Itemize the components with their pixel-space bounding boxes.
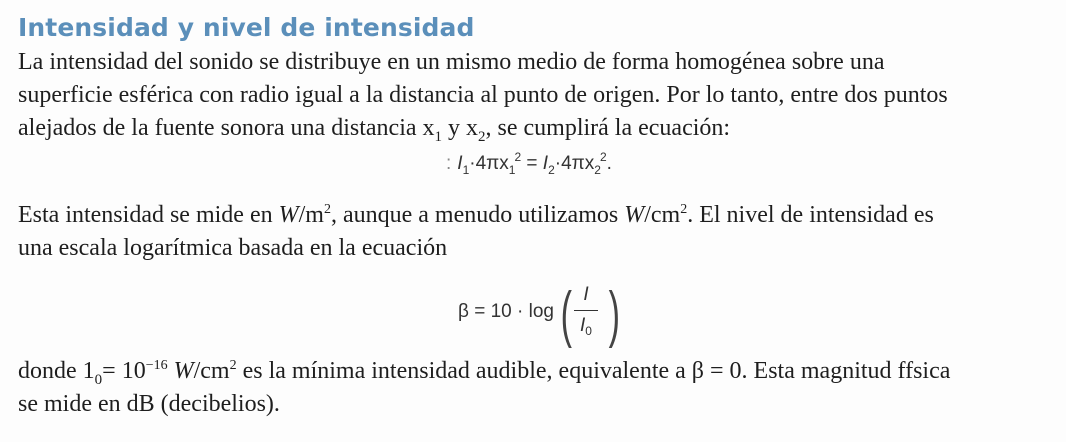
- den-subscript: 0: [585, 324, 592, 338]
- equation-lead: :: [446, 153, 452, 174]
- text-run: = 10: [102, 358, 146, 384]
- eq-term: ·4πx: [469, 153, 509, 174]
- eq-superscript: 2: [599, 150, 607, 164]
- eq-term: ·4πx: [554, 153, 595, 174]
- text-run: donde 1: [18, 358, 95, 384]
- subscript: 1: [434, 129, 443, 145]
- text-run: , aunque a menudo utilizamos: [330, 202, 625, 228]
- equation-intensity-level: [18, 281, 1042, 351]
- fraction-bar: [574, 310, 598, 311]
- eq-subscript: 1: [462, 163, 470, 177]
- superscript: 2: [229, 358, 237, 373]
- unit-symbol: W: [167, 358, 194, 384]
- eq-superscript: 2: [514, 150, 522, 164]
- paragraph-line: [18, 112, 1042, 145]
- unit-symbol: W: [624, 202, 645, 228]
- superscript: −16: [145, 358, 168, 373]
- eq-period: .: [606, 153, 612, 174]
- eq-symbol: I: [457, 153, 463, 174]
- paragraph-units: [18, 199, 1042, 265]
- paragraph-intro: [18, 46, 1042, 145]
- paragraph-line: [18, 355, 1042, 388]
- paragraph-line: una escala logarítmica basada en la ecuación: [18, 235, 448, 261]
- unit-text: /m: [298, 202, 324, 228]
- eq-equals: =: [521, 153, 543, 174]
- eq-symbol: I: [542, 153, 549, 174]
- left-parenthesis: (: [560, 280, 573, 349]
- text-run: . El nivel de intensidad es: [687, 202, 934, 228]
- paragraph-line: se mide en dB (decibelios).: [18, 391, 280, 417]
- superscript: 2: [680, 202, 688, 217]
- eq-lhs: β = 10 · log: [458, 301, 554, 322]
- fraction-denominator: [574, 314, 598, 343]
- subscript: 2: [478, 129, 486, 145]
- superscript: 2: [323, 202, 331, 217]
- paragraph-threshold: [18, 355, 1042, 421]
- text-run: alejados de la fuente sonora una distancia x: [18, 115, 435, 141]
- eq-subscript: 2: [548, 163, 555, 177]
- paragraph-line: [18, 199, 1042, 232]
- section-title: Intensidad y nivel de intensidad: [18, 13, 475, 42]
- equation-sphere-intensity: [18, 149, 1042, 179]
- fraction-numerator: I: [583, 284, 589, 305]
- paragraph-line: superficie esférica con radio igual a la distancia al punto de origen. Por lo tanto, entre dos puntos: [18, 82, 948, 108]
- eq-subscript: 1: [508, 163, 516, 177]
- unit-symbol: W: [278, 202, 299, 228]
- paragraph-line: La intensidad del sonido se distribuye en un mismo medio de forma homogénea sobre una: [18, 49, 885, 75]
- den-symbol: I: [580, 315, 586, 336]
- fraction: [574, 283, 598, 343]
- eq-subscript: 2: [594, 163, 601, 177]
- unit-text: /cm: [193, 358, 230, 384]
- subscript: 0: [94, 372, 103, 388]
- text-run: y x: [442, 115, 479, 141]
- text-run: , se cumplirá la ecuación:: [485, 115, 731, 141]
- unit-text: /cm: [644, 202, 681, 228]
- text-run: es la mínima intensidad audible, equivalente a β = 0. Esta magnitud ffsica: [236, 358, 951, 384]
- right-parenthesis: ): [608, 280, 621, 349]
- text-run: Esta intensidad se mide en: [18, 202, 279, 228]
